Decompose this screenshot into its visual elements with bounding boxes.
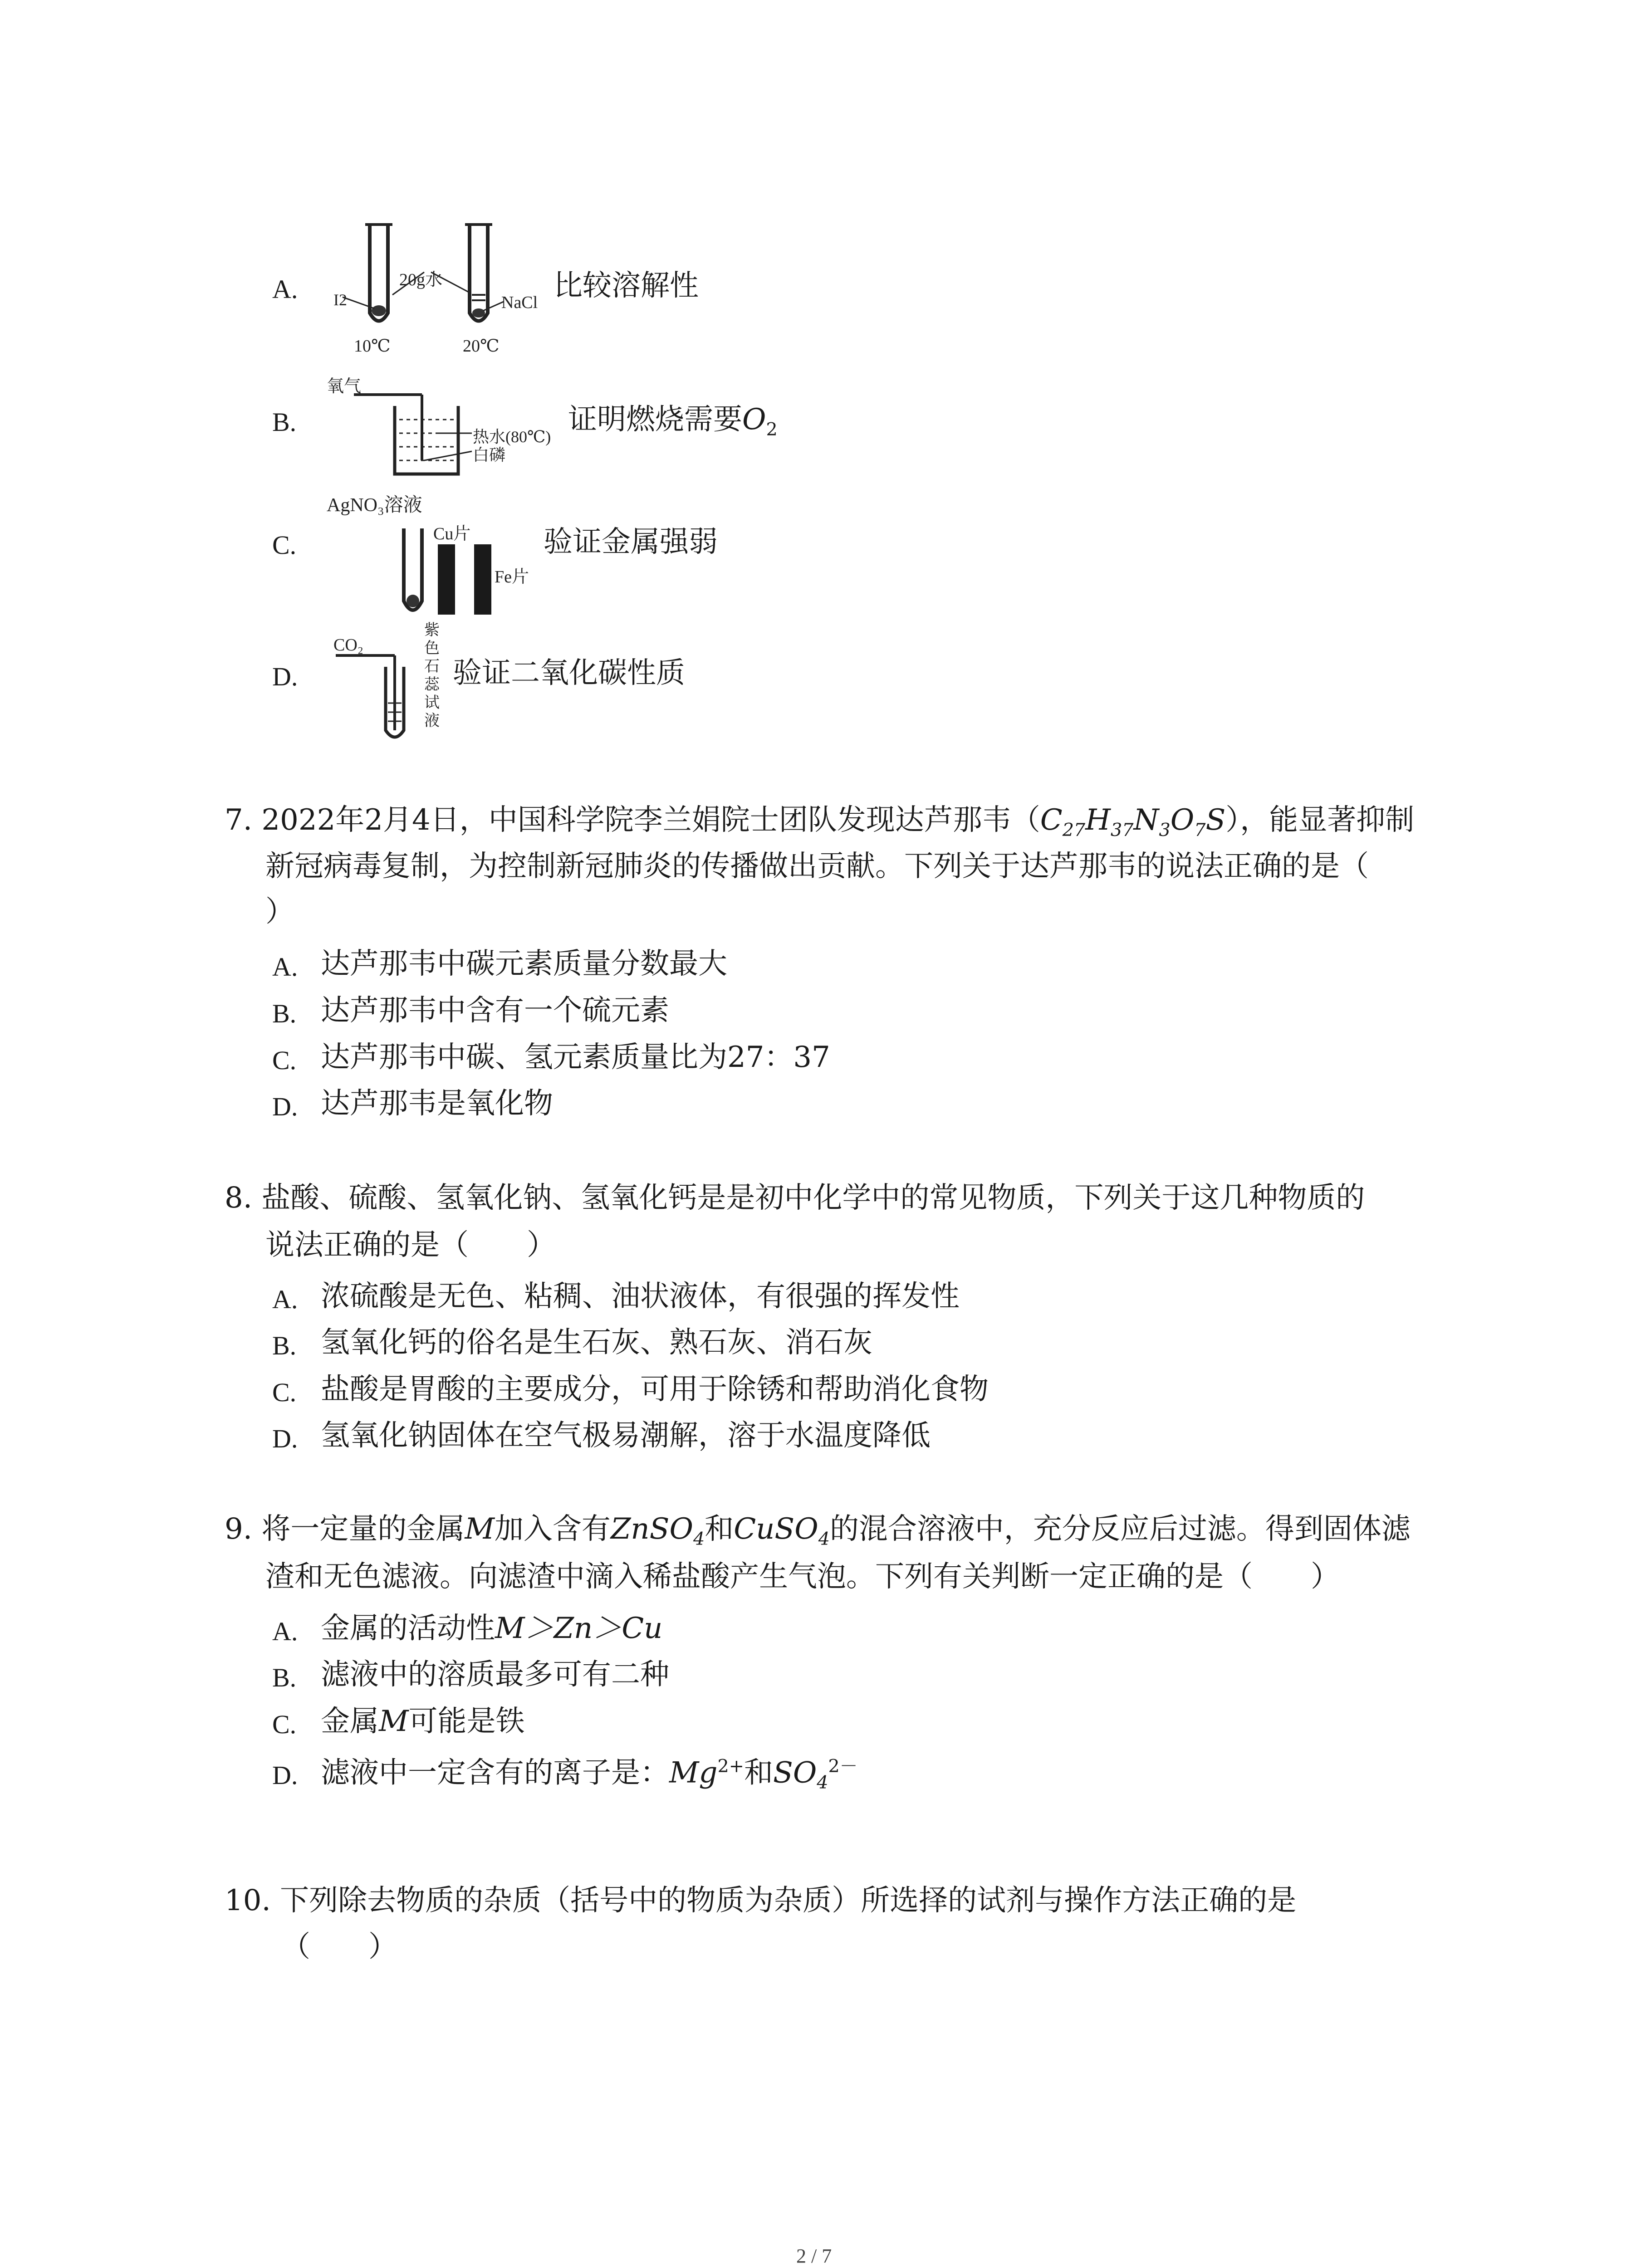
q9-option-d-text: 滤液中一定含有的离子是：$Mg^{2+}$和$SO_4^{2-}$ [321,1756,858,1794]
q7-option-a-letter: A. [272,952,298,982]
q7-line-3: ） [265,895,294,929]
litmus-label: 紫 色 石 蕊 试 液 [424,622,440,729]
page-number: 2 / 7 [796,2245,832,2267]
q7-line-1: 7. 2022年2月4日，中国科学院李兰娟院士团队发现达芦那韦$(C_{27}H_{37}N_3O_7S)$，能显著抑制 [225,803,1415,841]
q9-line-1: 9. 将一定量的金属M加入含有ZnSO$_4$和CuSO$_4$的混合溶液中，充分反应后过滤。得到固体滤 [225,1512,1411,1549]
q8-option-b-text: 氢氧化钙的俗名是生石灰、熟石灰、消石灰 [321,1326,872,1359]
co2-label: CO₂ [333,635,364,655]
q9-option-b-text: 滤液中的溶质最多可有二种 [321,1658,669,1691]
q9-option-d-letter: D. [272,1760,298,1790]
q7-option-b-letter: B. [272,999,297,1028]
q7-option-a-text: 达芦那韦中碳元素质量分数最大 [321,947,727,981]
q8-option-c-text: 盐酸是胃酸的主要成分，可用于除锈和帮助消化食物 [321,1373,989,1406]
temp-20-label: 20℃ [463,337,500,356]
q7-option-d-text: 达芦那韦是氧化物 [321,1087,553,1120]
q6-option-c-letter: C. [272,530,297,560]
q6-option-a-letter: A. [272,274,298,304]
q7-option-c-letter: C. [272,1046,297,1075]
q6-option-d-text: 验证二氧化碳性质 [453,656,685,690]
q7-option-b-text: 达芦那韦中含有一个硫元素 [321,994,669,1027]
q8-option-c-letter: C. [272,1378,297,1407]
nacl-label: NaCl [501,293,538,312]
q6-option-b-letter: B. [272,407,297,437]
q6-option-b-text: 证明燃烧需要$O_2$ [568,403,778,440]
q8-option-a-letter: A. [272,1285,298,1314]
temp-10-label: 10℃ [354,337,391,356]
q10-line-1: 10. 下列除去物质的杂质（括号中的物质为杂质）所选择的试剂与操作方法正确的是 [225,1884,1297,1917]
q9-option-c-letter: C. [272,1710,297,1739]
q9-option-c-text: 金属M可能是铁 [321,1705,525,1738]
q6-option-c-text: 验证金属强弱 [544,525,718,559]
hot-water-label: 热水(80℃) [473,428,551,446]
iodine-label: I2 [333,291,347,309]
q7-line-2: 新冠病毒复制，为控制新冠肺炎的传播做出贡献。下列关于达芦那韦的说法正确的是（ [265,850,1369,883]
q7-option-d-letter: D. [272,1092,298,1121]
q9-line-2: 渣和无色滤液。向滤渣中滴入稀盐酸产生气泡。下列有关判断一定正确的是（ ） [265,1560,1340,1593]
q8-line-2: 说法正确的是（ ） [265,1228,556,1262]
q8-option-d-letter: D. [272,1424,298,1453]
water-20g-label: 20g水 [399,270,443,289]
q8-line-1: 8. 盐酸、硫酸、氢氧化钠、氢氧化钙是是初中化学中的常见物质，下列关于这几种物质的 [225,1181,1365,1215]
q7-option-c-text: 达芦那韦中碳、氢元素质量比为27：37 [321,1041,830,1074]
cu-strip-label: Cu片 [433,524,471,543]
q8-option-b-letter: B. [272,1331,297,1360]
white-phosphorus-label: 白磷 [473,446,506,464]
silver-nitrate-solution-label: AgNO₃溶液 [327,495,422,516]
q9-option-a-text: 金属的活动性M＞Zn＞Cu [321,1612,663,1645]
q8-option-a-text: 浓硫酸是无色、粘稠、油状液体，有很强的挥发性 [321,1280,960,1313]
q8-option-d-text: 氢氧化钠固体在空气极易潮解，溶于水温度降低 [321,1419,931,1452]
q9-option-a-letter: A. [272,1617,298,1646]
q10-line-2: （ ） [281,1930,397,1964]
q9-option-b-letter: B. [272,1663,297,1692]
q6-option-d-letter: D. [272,662,298,691]
oxygen-label: 氧气 [327,377,362,396]
q6-option-a-text: 比较溶解性 [554,269,699,303]
fe-strip-label: Fe片 [495,567,529,587]
